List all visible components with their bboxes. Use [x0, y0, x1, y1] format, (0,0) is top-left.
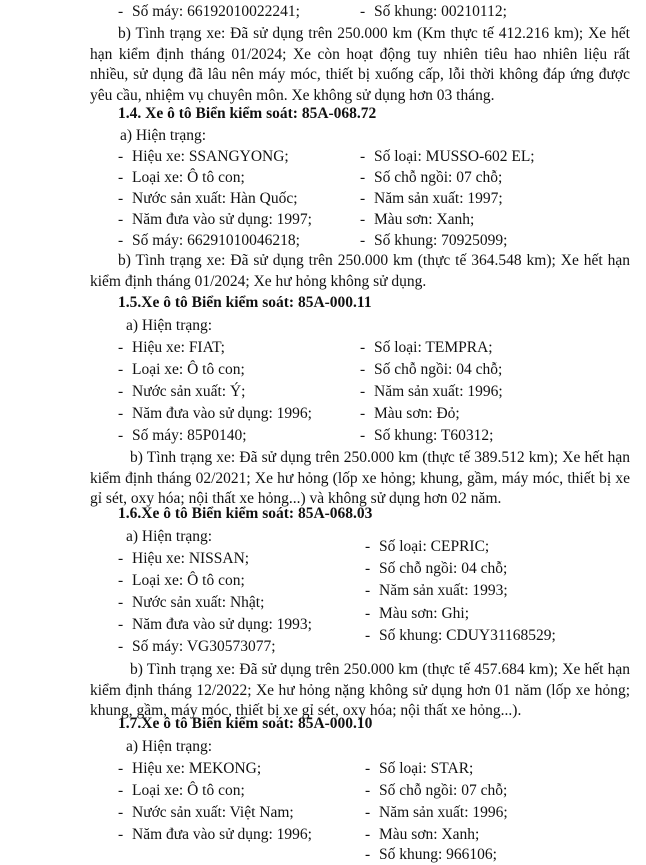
spec-item: - Số khung: 00210112;	[360, 3, 507, 20]
spec-item: - Loại xe: Ô tô con;	[118, 782, 245, 799]
status-paragraph: b) Tình trạng xe: Đã sử dụng trên 250.000 km (Km thực tế 412.216 km); Xe hết hạn kiểm định tháng 01/2024; Xe còn hoạt động tuy nhiên tiêu hao nhiên liệu rất nhiều, sử dụng đã lâu nên máy móc, thiết bị xuống cấp, lỗi thời không đáp ứng được yêu cầu, nhiệm vụ chuyên môn. Xe không sử dụng hơn 03 tháng.	[90, 25, 630, 104]
subheading: a) Hiện trạng:	[120, 127, 207, 144]
spec-item: - Màu sơn: Xanh;	[360, 211, 475, 228]
section-heading: 1.4. Xe ô tô Biển kiểm soát: 85A-068.72	[118, 105, 377, 122]
spec-item: - Màu sơn: Đỏ;	[360, 405, 460, 422]
spec-item: - Nước sản xuất: Nhật;	[118, 594, 265, 611]
spec-item: - Số khung: T60312;	[360, 427, 494, 444]
status-paragraph: b) Tình trạng xe: Đã sử dụng trên 250.000 km (thực tế 364.548 km); Xe hết hạn kiểm định tháng 01/2024; Xe hư hỏng không sử dụng.	[90, 252, 630, 290]
subheading: a) Hiện trạng:	[126, 738, 213, 755]
spec-item: - Loại xe: Ô tô con;	[118, 572, 245, 589]
spec-item: - Số chỗ ngồi: 04 chỗ;	[360, 361, 503, 378]
subheading: a) Hiện trạng:	[126, 528, 213, 545]
status-paragraph: b) Tình trạng xe: Đã sử dụng trên 250.000 km (thực tế 457.684 km); Xe hết hạn kiểm định tháng 12/2022; Xe hư hỏng nặng không sử dụng hơn 01 năm (lốp xe hỏng; khung, gầm, máy móc, thiết bị xe gỉ sét, oxy hóa; nội thất xe hỏng...).	[90, 661, 630, 719]
spec-item: - Năm đưa vào sử dụng: 1996;	[118, 405, 312, 422]
spec-item: - Năm đưa vào sử dụng: 1996;	[118, 826, 312, 843]
spec-item: - Số máy: 66291010046218;	[118, 232, 300, 249]
spec-item: - Hiệu xe: MEKONG;	[118, 760, 262, 777]
spec-item: - Số khung: CDUY31168529;	[365, 627, 556, 644]
spec-item: - Hiệu xe: NISSAN;	[118, 550, 250, 567]
spec-item: - Nước sản xuất: Việt Nam;	[118, 804, 294, 821]
spec-item: - Số máy: 85P0140;	[118, 427, 247, 444]
spec-item: - Số loại: STAR;	[365, 760, 474, 777]
spec-item: - Nước sản xuất: Hàn Quốc;	[118, 190, 298, 207]
spec-item: - Năm sản xuất: 1993;	[365, 582, 508, 599]
status-paragraph: b) Tình trạng xe: Đã sử dụng trên 250.000 km (thực tế 389.512 km); Xe hết hạn kiểm định tháng 02/2021; Xe hư hỏng (lốp xe hỏng; khung, gầm, máy móc, thiết bị xe gỉ sét, oxy hóa; nội thất xe hỏng...) và không sử dụng hơn 02 năm.	[90, 449, 630, 507]
spec-item: - Số loại: TEMPRA;	[360, 339, 493, 356]
spec-item: - Nước sản xuất: Ý;	[118, 383, 246, 400]
spec-item: - Số loại: MUSSO-602 EL;	[360, 148, 535, 165]
spec-item: - Số chỗ ngồi: 04 chỗ;	[365, 560, 508, 577]
section-heading: 1.6.Xe ô tô Biển kiểm soát: 85A-068.03	[118, 505, 373, 522]
spec-item: - Loại xe: Ô tô con;	[118, 169, 245, 186]
spec-item: - Số máy: 66192010022241;	[118, 3, 300, 20]
spec-item: - Năm sản xuất: 1996;	[365, 804, 508, 821]
spec-item: - Số loại: CEPRIC;	[365, 538, 490, 555]
spec-item: - Số khung: 966106;	[365, 846, 497, 863]
spec-item: - Màu sơn: Ghi;	[365, 605, 470, 622]
subheading: a) Hiện trạng:	[126, 317, 213, 334]
spec-item: - Năm đưa vào sử dụng: 1997;	[118, 211, 312, 228]
spec-item: - Năm sản xuất: 1997;	[360, 190, 503, 207]
spec-item: - Số chỗ ngồi: 07 chỗ;	[360, 169, 503, 186]
spec-item: - Số chỗ ngồi: 07 chỗ;	[365, 782, 508, 799]
spec-item: - Màu sơn: Xanh;	[365, 826, 480, 843]
spec-item: - Hiệu xe: FIAT;	[118, 339, 225, 356]
section-heading: 1.7.Xe ô tô Biển kiểm soát: 85A-000.10	[118, 715, 373, 732]
spec-item: - Hiệu xe: SSANGYONG;	[118, 148, 289, 165]
spec-item: - Số khung: 70925099;	[360, 232, 508, 249]
spec-item: - Năm sản xuất: 1996;	[360, 383, 503, 400]
spec-item: - Năm đưa vào sử dụng: 1993;	[118, 616, 312, 633]
spec-item: - Số máy: VG30573077;	[118, 638, 276, 655]
spec-item: - Loại xe: Ô tô con;	[118, 361, 245, 378]
section-heading: 1.5.Xe ô tô Biển kiểm soát: 85A-000.11	[118, 294, 372, 311]
